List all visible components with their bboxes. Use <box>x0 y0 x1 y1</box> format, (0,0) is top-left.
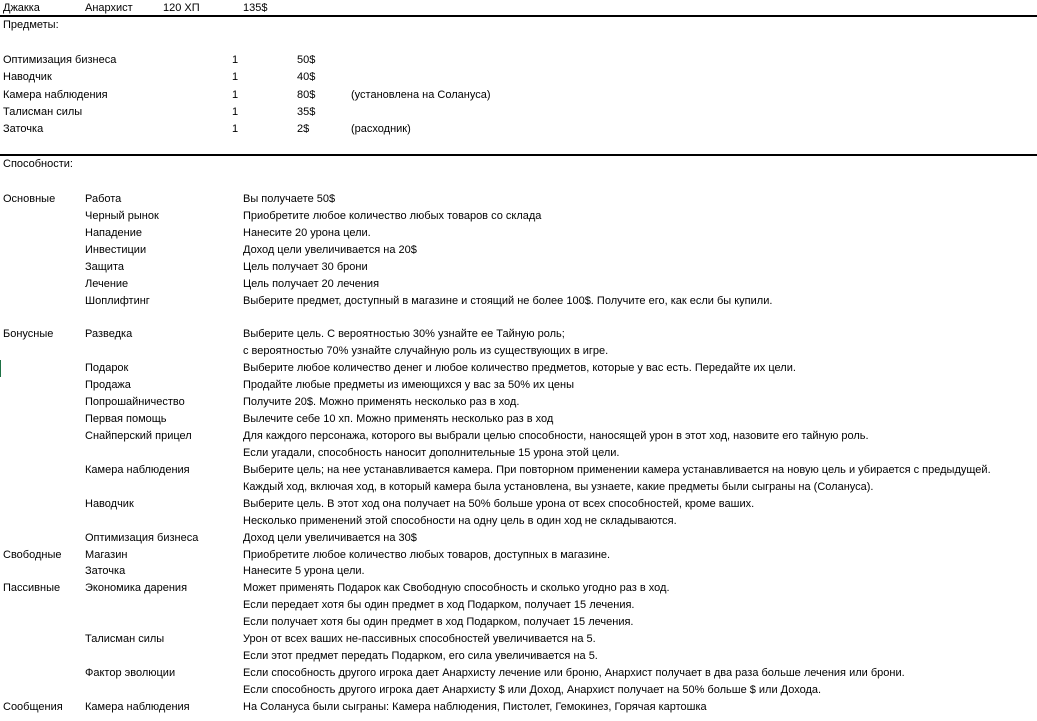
ability-name[interactable]: Талисман силы <box>85 633 165 646</box>
ability-row <box>0 513 1037 530</box>
ability-description[interactable]: Если способность другого игрока дает Анархисту $ или Доход, Анархист получает на 50% больше $ или Дохода. <box>243 683 822 696</box>
item-name[interactable]: Талисман силы <box>3 105 83 118</box>
ability-description[interactable]: Если угадали, способность наносит дополнительные 15 урона этой цели. <box>243 446 620 459</box>
item-name[interactable]: Камера наблюдения <box>3 88 108 101</box>
ability-row <box>0 377 1037 394</box>
character-name[interactable]: Джакка <box>3 2 40 14</box>
ability-description[interactable]: Каждый ход, включая ход, в который камера была установлена, вы узнаете, какие предметы были сыграны на (Соланусa). <box>243 480 874 493</box>
ability-description[interactable]: Может применять Подарок как Свободную способность и сколько угодно раз в ход. <box>243 582 670 595</box>
ability-description[interactable]: Выберите цель. В этот ход она получает на 50% больше урона от всех способностей, кроме ваших. <box>243 497 755 510</box>
ability-description[interactable]: с вероятностью 70% узнайте случайную роль из существующих в игре. <box>243 345 609 358</box>
ability-row <box>0 563 1037 580</box>
ability-row <box>0 208 1037 225</box>
ability-description[interactable]: Выберите любое количество денег и любое количество предметов, которые у вас есть. Передайте их цели. <box>243 362 796 375</box>
ability-row <box>0 597 1037 614</box>
item-price[interactable]: 50$ <box>297 54 316 66</box>
item-price[interactable]: 2$ <box>297 123 310 136</box>
ability-row <box>0 310 1037 327</box>
ability-description[interactable]: Цель получает 30 брони <box>243 260 368 273</box>
ability-row <box>0 293 1037 310</box>
ability-description[interactable]: Для каждого персонажа, которого вы выбрали целью способности, наносящей урон в этот ход, назовите его тайную роль. <box>243 430 869 443</box>
ability-description[interactable]: Несколько применений этой способности на одну цель в один ход не складываются. <box>243 514 677 527</box>
ability-row <box>0 462 1037 479</box>
item-qty[interactable]: 1 <box>232 88 239 101</box>
cell-selection-marker <box>0 360 1 377</box>
ability-category[interactable]: Сообщения <box>3 700 63 713</box>
ability-row <box>0 631 1037 648</box>
ability-description[interactable]: Выберите предмет, доступный в магазине и стоящий не более 100$. Получите его, как если бы купили. <box>243 294 773 307</box>
items-title-row <box>0 17 1037 34</box>
ability-row <box>0 614 1037 631</box>
ability-category[interactable]: Пассивные <box>3 582 61 595</box>
ability-row <box>0 665 1037 682</box>
item-row <box>0 121 1037 138</box>
items-section-title[interactable]: Предметы: <box>3 19 59 31</box>
ability-row <box>0 343 1037 360</box>
ability-description[interactable]: Если этот предмет передать Подарком, его сила увеличивается на 5. <box>243 650 598 663</box>
ability-description[interactable]: Если получает хотя бы один предмет в ход Подарком, получает 15 лечения. <box>243 616 634 629</box>
ability-row <box>0 191 1037 208</box>
item-qty[interactable]: 1 <box>232 123 239 136</box>
ability-description[interactable]: Доход цели увеличивается на 30$ <box>243 531 417 544</box>
ability-row <box>0 259 1037 276</box>
ability-description[interactable]: Если способность другого игрока дает Анархисту лечение или броню, Анархист получает в два раза больше лечения или брони. <box>243 667 905 680</box>
item-name[interactable]: Оптимизация бизнеса <box>3 54 117 66</box>
ability-name[interactable]: Попрошайничество <box>85 396 185 409</box>
ability-name[interactable]: Магазин <box>85 548 128 561</box>
item-row <box>0 52 1037 69</box>
ability-description[interactable]: На Солануса были сыграны: Камера наблюдения, Пистолет, Гемокинез, Горячая картошка <box>243 700 707 713</box>
ability-name[interactable]: Лечение <box>85 277 129 290</box>
ability-description[interactable]: Приобретите любое количество любых товаров, доступных в магазине. <box>243 548 611 561</box>
ability-name[interactable]: Инвестиции <box>85 243 147 256</box>
ability-description[interactable]: Если передает хотя бы один предмет в ход Подарком, получает 15 лечения. <box>243 599 635 612</box>
ability-name[interactable]: Камера наблюдения <box>85 700 190 713</box>
item-qty[interactable]: 1 <box>232 71 239 84</box>
ability-name[interactable]: Заточка <box>85 565 126 578</box>
ability-name[interactable]: Экономика дарения <box>85 582 188 595</box>
ability-description[interactable]: Получите 20$. Можно применять несколько раз в ход. <box>243 396 520 409</box>
item-name[interactable]: Заточка <box>3 123 44 136</box>
ability-row <box>0 648 1037 665</box>
ability-description[interactable]: Урон от всех ваших не-пассивных способностей увеличивается на 5. <box>243 633 596 646</box>
ability-name[interactable]: Черный рынок <box>85 209 159 222</box>
ability-name[interactable]: Камера наблюдения <box>85 463 190 476</box>
item-name[interactable]: Наводчик <box>3 71 52 84</box>
ability-description[interactable]: Приобретите любое количество любых товаров со склада <box>243 209 542 222</box>
ability-row <box>0 394 1037 411</box>
ability-row <box>0 225 1037 242</box>
item-note[interactable]: (установлена на Солануса) <box>351 88 491 101</box>
ability-row <box>0 682 1037 699</box>
ability-row <box>0 360 1037 377</box>
ability-name[interactable]: Защита <box>85 260 124 273</box>
ability-description[interactable]: Вы получаете 50$ <box>243 193 336 205</box>
ability-description[interactable]: Доход цели увеличивается на 20$ <box>243 243 417 256</box>
ability-row <box>0 326 1037 343</box>
ability-row <box>0 428 1037 445</box>
ability-row <box>0 496 1037 513</box>
item-note[interactable]: (расходник) <box>351 123 411 136</box>
ability-name[interactable]: Подарок <box>85 362 129 375</box>
character-role[interactable]: Анархист <box>85 2 133 14</box>
item-price[interactable]: 35$ <box>297 105 316 118</box>
ability-row <box>0 699 1037 716</box>
character-hp[interactable]: 120 ХП <box>163 2 200 14</box>
ability-category[interactable]: Бонусные <box>3 328 54 341</box>
ability-name[interactable]: Продажа <box>85 379 131 392</box>
ability-description[interactable]: Вылечите себе 10 хп. Можно применять несколько раз в ход <box>243 413 554 426</box>
item-qty[interactable]: 1 <box>232 105 239 118</box>
ability-row <box>0 547 1037 564</box>
ability-row <box>0 530 1037 547</box>
item-row <box>0 104 1037 121</box>
ability-row <box>0 479 1037 496</box>
ability-row <box>0 580 1037 597</box>
ability-description[interactable]: Нанесите 20 урона цели. <box>243 226 371 239</box>
ability-description[interactable]: Продайте любые предметы из имеющихся у вас за 50% их цены <box>243 379 575 392</box>
ability-name[interactable]: Нападение <box>85 226 143 239</box>
abilities-section-title[interactable]: Способности: <box>3 158 73 170</box>
ability-name[interactable]: Снайперский прицел <box>85 430 192 443</box>
ability-name[interactable]: Наводчик <box>85 497 134 510</box>
item-price[interactable]: 40$ <box>297 71 316 84</box>
abilities-title-row <box>0 156 1037 173</box>
ability-description[interactable]: Выберите цель. С вероятностью 30% узнайте ее Тайную роль; <box>243 328 565 341</box>
ability-name[interactable]: Шоплифтинг <box>85 294 150 307</box>
ability-name[interactable]: Фактор эволюции <box>85 667 176 680</box>
item-price[interactable]: 80$ <box>297 88 316 101</box>
ability-category[interactable]: Основные <box>3 193 56 205</box>
ability-name[interactable]: Работа <box>85 193 122 205</box>
character-money[interactable]: 135$ <box>243 2 268 14</box>
ability-row <box>0 445 1037 462</box>
ability-category[interactable]: Свободные <box>3 548 62 561</box>
item-qty[interactable]: 1 <box>232 54 239 66</box>
ability-row <box>0 242 1037 259</box>
item-row <box>0 69 1037 86</box>
ability-description[interactable]: Нанесите 5 урона цели. <box>243 565 365 578</box>
ability-name[interactable]: Оптимизация бизнеса <box>85 531 199 544</box>
ability-name[interactable]: Первая помощь <box>85 413 167 426</box>
ability-row <box>0 276 1037 293</box>
ability-description[interactable]: Выберите цель; на нее устанавливается камера. При повторном применении камера устанавливается на новую цель и убирается с предыдущей. <box>243 463 991 476</box>
ability-name[interactable]: Разведка <box>85 328 133 341</box>
item-row <box>0 87 1037 104</box>
ability-description[interactable]: Цель получает 20 лечения <box>243 277 380 290</box>
ability-row <box>0 411 1037 428</box>
